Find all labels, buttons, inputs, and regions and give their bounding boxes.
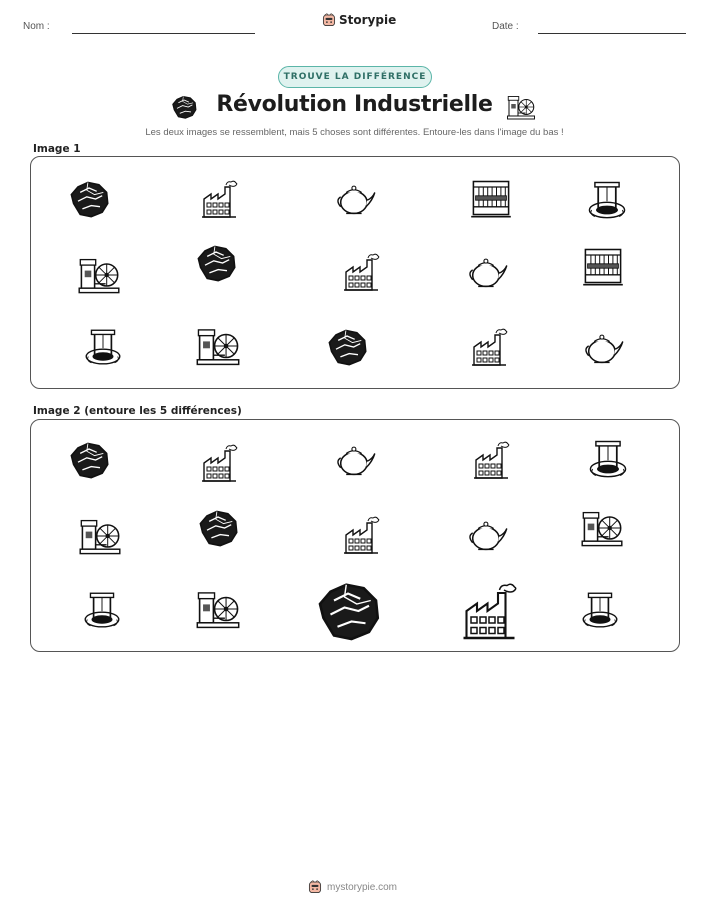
mine-shaft-icon[interactable]: [79, 588, 125, 630]
date-label: Date :: [492, 21, 519, 32]
teapot-icon: [579, 325, 627, 369]
factory-icon: [469, 323, 509, 371]
loom-icon: [469, 175, 513, 221]
teapot-icon[interactable]: [331, 437, 379, 481]
storypie-logo-icon: [322, 13, 336, 27]
steam-engine-icon: [506, 92, 536, 122]
mine-shaft-icon: [81, 325, 125, 367]
instructions: Les deux images se ressemblent, mais 5 choses sont différentes. Entoure-les dans l'image du bas !: [145, 127, 564, 138]
coal-icon[interactable]: [311, 576, 385, 646]
teapot-icon[interactable]: [463, 512, 511, 556]
image1-panel: [30, 156, 680, 389]
factory-icon: [199, 177, 239, 221]
page-title: Révolution Industrielle: [216, 92, 493, 117]
brand-name: Storypie: [339, 13, 397, 27]
coal-icon: [323, 325, 371, 369]
factory-icon[interactable]: [459, 576, 519, 646]
name-field[interactable]: [72, 33, 255, 34]
mine-shaft-icon[interactable]: [577, 588, 623, 630]
activity-badge: TROUVE LA DIFFÉRENCE: [278, 66, 432, 88]
teapot-icon: [331, 176, 379, 220]
steam-engine-icon[interactable]: [77, 514, 123, 558]
teapot-icon: [463, 249, 511, 293]
image1-label: Image 1: [33, 143, 81, 155]
date-field[interactable]: [538, 33, 686, 34]
footer-site: mystorypie.com: [327, 881, 398, 893]
factory-icon: [341, 249, 381, 295]
brand-logo: [322, 13, 396, 27]
steam-engine-icon[interactable]: [579, 506, 625, 550]
mine-shaft-icon: [585, 177, 629, 221]
image2-label: Image 2 (entoure les 5 différences): [33, 405, 242, 417]
steam-engine-icon: [195, 323, 241, 369]
steam-engine-icon[interactable]: [195, 586, 241, 632]
name-label: Nom :: [23, 21, 50, 32]
coal-icon[interactable]: [195, 506, 241, 550]
steam-engine-icon: [77, 253, 121, 297]
coal-icon[interactable]: [67, 438, 111, 482]
factory-icon[interactable]: [471, 436, 511, 484]
factory-icon[interactable]: [199, 440, 239, 486]
image2-panel[interactable]: [30, 419, 680, 652]
mine-shaft-icon[interactable]: [585, 436, 631, 480]
coal-icon: [193, 241, 239, 285]
loom-icon: [581, 243, 625, 289]
coal-icon: [67, 177, 111, 221]
footer: [308, 880, 397, 894]
storypie-logo-icon: [308, 880, 322, 894]
factory-icon[interactable]: [341, 512, 381, 558]
